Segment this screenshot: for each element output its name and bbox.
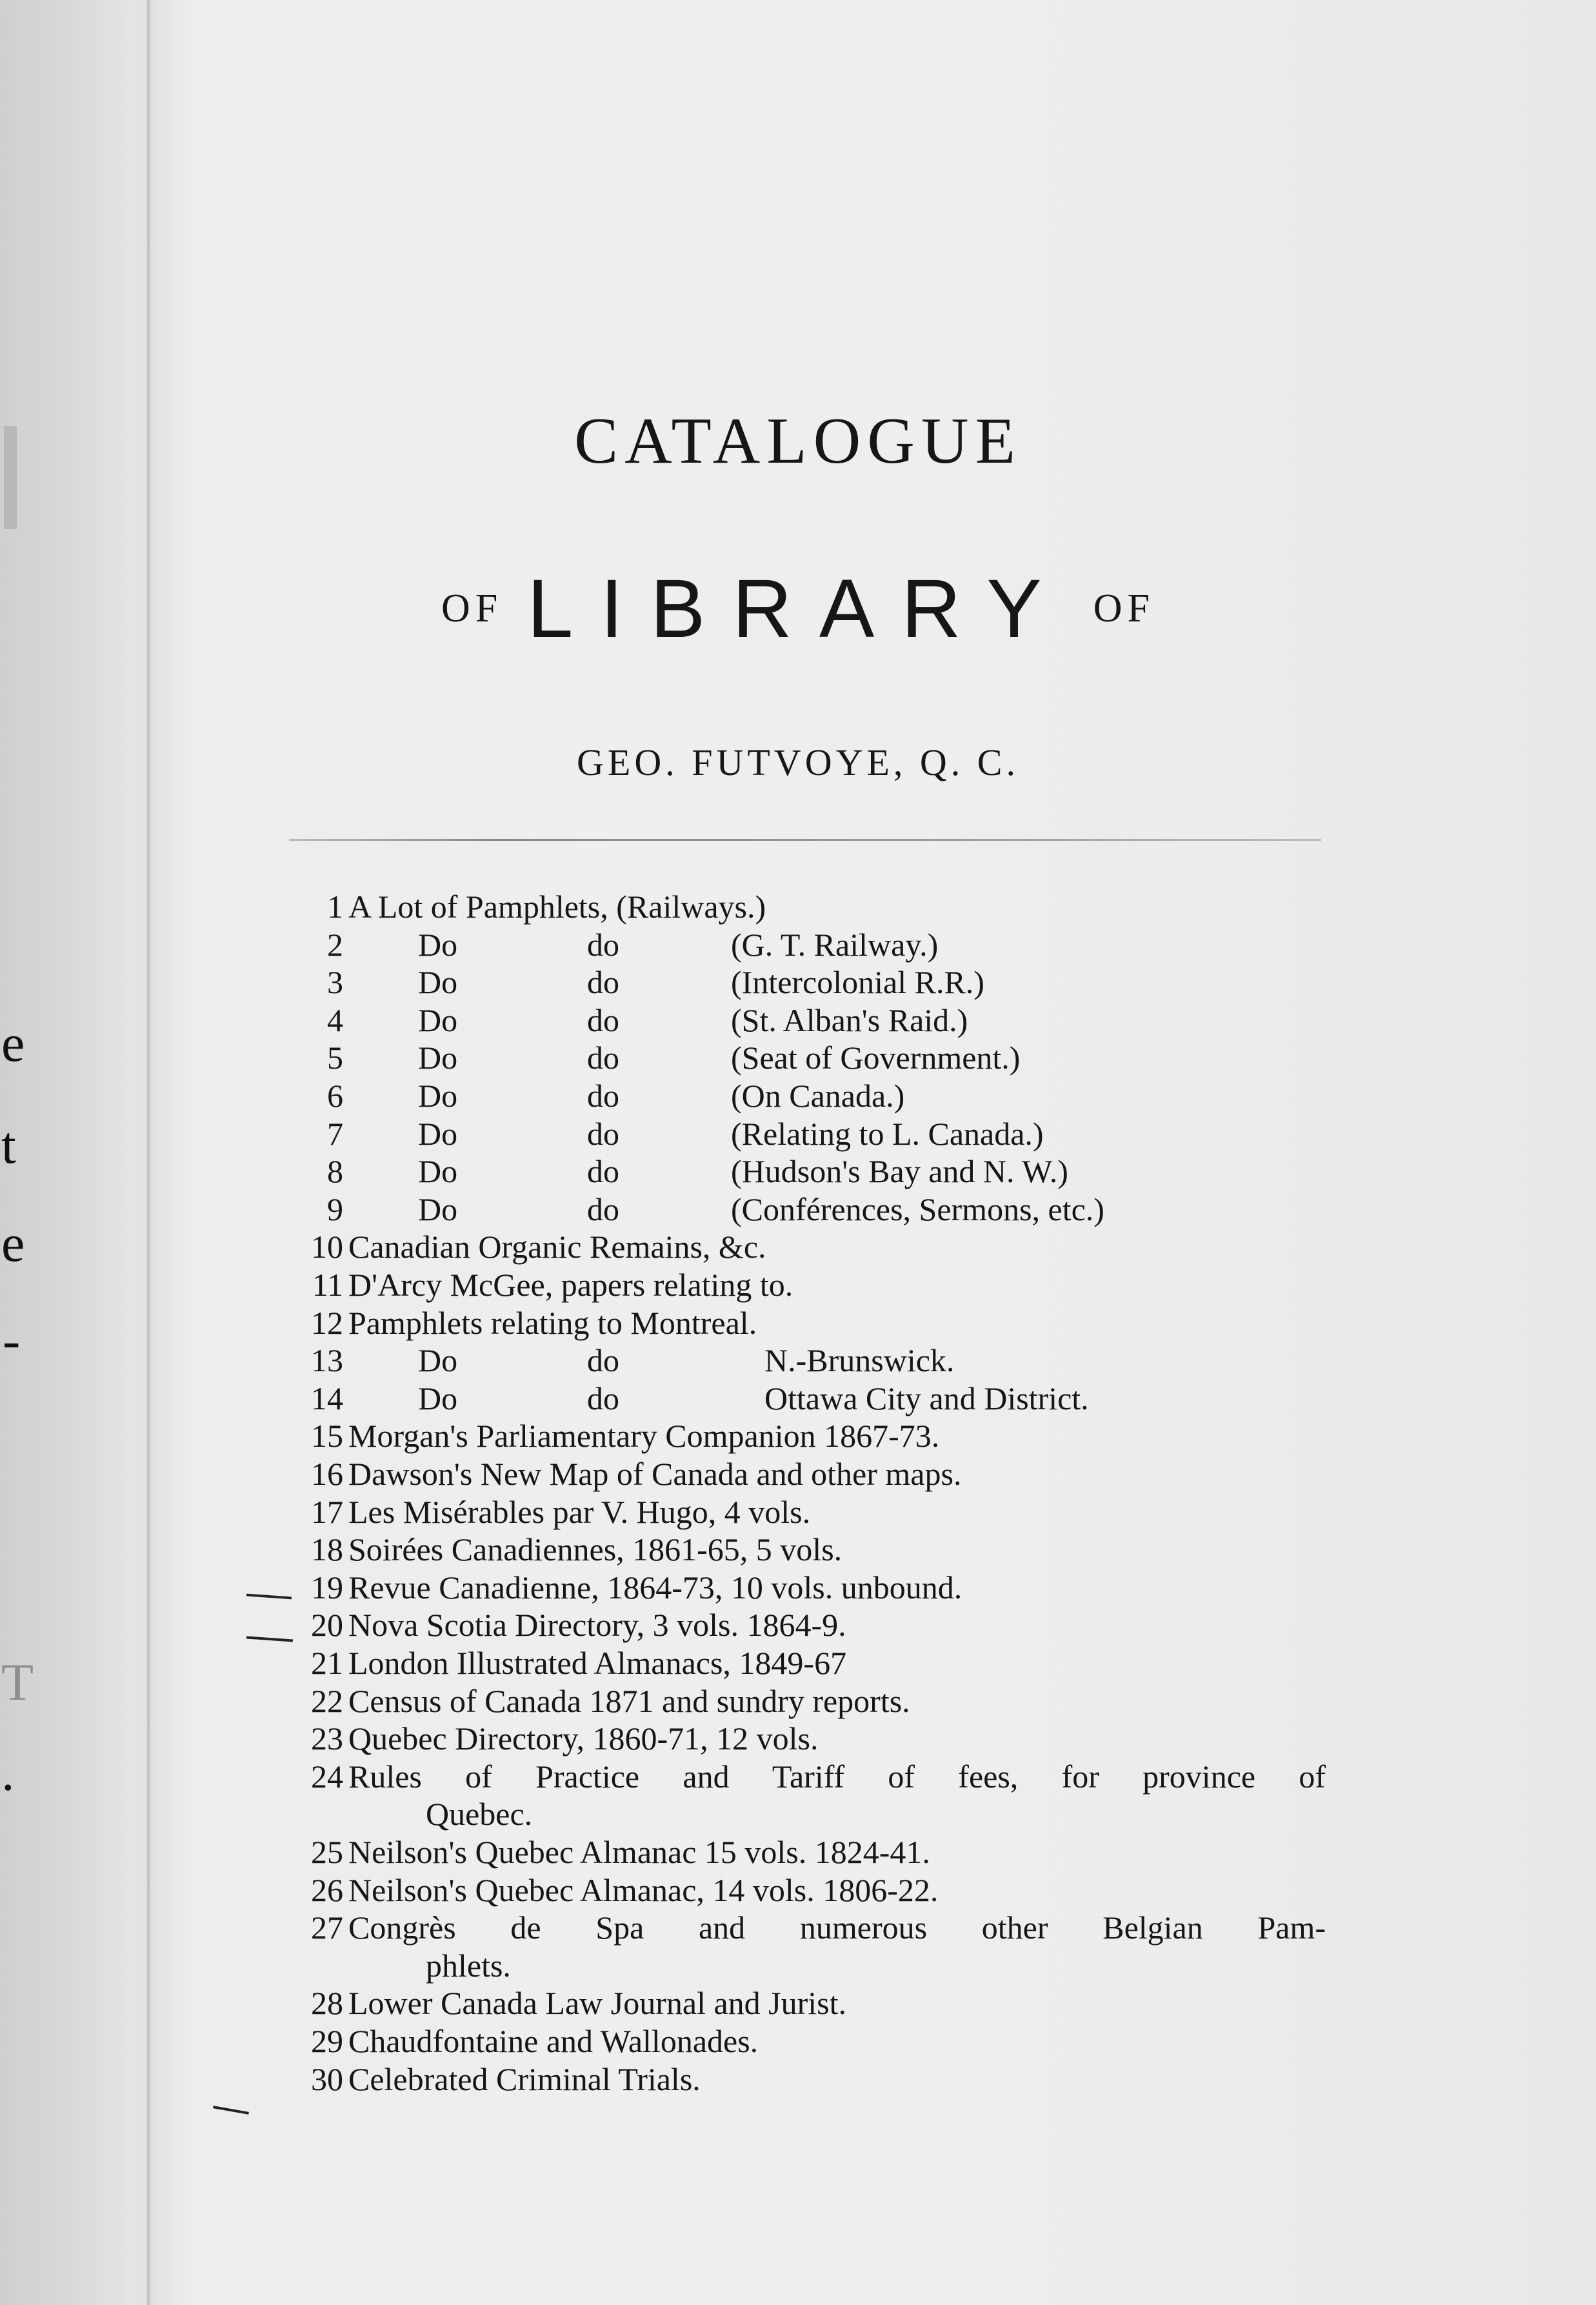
- entry-ditto: do: [587, 964, 619, 1000]
- entry-title: (St. Alban's Raid.): [731, 1002, 968, 1038]
- subtitle-of-right: OF: [1093, 587, 1155, 630]
- entry-title: Revue Canadienne, 1864-73, 10 vols. unbound.: [348, 1569, 963, 1605]
- entry-number: 8: [327, 1153, 343, 1189]
- entry-title: Chaudfontaine and Wallonades.: [348, 2023, 759, 2059]
- entry-title: (Conférences, Sermons, etc.): [731, 1191, 1104, 1227]
- entry-title: (Hudson's Bay and N. W.): [731, 1153, 1068, 1189]
- entry-number: 28: [311, 1985, 343, 2021]
- catalogue-entry: [0, 1112, 1596, 1155]
- entry-ditto: do: [587, 1342, 619, 1378]
- entry-number: 16: [311, 1456, 343, 1492]
- entry-title: Neilson's Quebec Almanac, 14 vols. 1806-22.: [348, 1872, 939, 1908]
- entry-title: London Illustrated Almanacs, 1849-67: [348, 1645, 847, 1681]
- catalogue-entry: [0, 1036, 1596, 1079]
- entry-ditto: do: [587, 1191, 619, 1227]
- entry-number: 12: [311, 1305, 343, 1341]
- entry-title: Morgan's Parliamentary Companion 1867-73.: [348, 1418, 940, 1454]
- owner-name: GEO. FUTVOYE, Q. C.: [577, 741, 1019, 783]
- entry-title: Neilson's Quebec Almanac 15 vols. 1824-41.: [348, 1834, 930, 1870]
- entry-title: Canadian Organic Remains, &c.: [348, 1229, 766, 1265]
- entry-title: Pamphlets relating to Montreal.: [348, 1305, 757, 1341]
- entry-title: Celebrated Criminal Trials.: [348, 2061, 701, 2097]
- catalogue-entry: [0, 1831, 1596, 1873]
- entry-title: D'Arcy McGee, papers relating to.: [348, 1267, 793, 1303]
- left-page-fragment: .: [1, 1743, 15, 1802]
- entry-number: 23: [311, 1720, 343, 1756]
- entry-number: 7: [327, 1116, 343, 1152]
- entry-number: 3: [327, 964, 343, 1000]
- entry-number: 1: [327, 889, 343, 925]
- catalogue-entry: [0, 1150, 1596, 1193]
- entry-ditto: Do: [418, 1380, 458, 1416]
- entry-title: Nova Scotia Directory, 3 vols. 1864-9.: [348, 1607, 846, 1643]
- catalogue-entry: [0, 923, 1596, 966]
- catalogue-entry: [0, 1982, 1596, 2024]
- catalogue-entry: [0, 999, 1596, 1042]
- left-page-fragment: T: [1, 1653, 34, 1711]
- catalogue-entry: [0, 1188, 1596, 1231]
- entry-title: Quebec Directory, 1860-71, 12 vols.: [348, 1720, 819, 1756]
- entry-number: 30: [311, 2061, 343, 2097]
- entry-number: 18: [311, 1531, 343, 1567]
- catalogue-entry: [0, 2020, 1596, 2062]
- entry-ditto: Do: [418, 1040, 458, 1076]
- entry-ditto: do: [587, 927, 619, 963]
- catalogue-entry: [0, 1717, 1596, 1760]
- entry-number: 2: [327, 927, 343, 963]
- entry-title: Congrès de Spa and numerous other Belgian Pam-: [348, 1909, 1326, 1946]
- entry-number: 10: [311, 1229, 343, 1265]
- entry-title: (On Canada.): [731, 1078, 905, 1114]
- catalogue-entry: [0, 1604, 1596, 1646]
- entry-number: 27: [311, 1909, 343, 1946]
- catalogue-entry: [0, 1566, 1596, 1609]
- entry-ditto: Do: [418, 1153, 458, 1189]
- entry-ditto: Do: [418, 964, 458, 1000]
- entry-title: (Intercolonial R.R.): [731, 964, 984, 1000]
- entry-title: A Lot of Pamphlets, (Railways.): [348, 889, 766, 925]
- entry-ditto: do: [587, 1116, 619, 1152]
- catalogue-entry: [0, 961, 1596, 1003]
- catalogue-entry: [0, 1869, 1596, 1911]
- entry-ditto: do: [587, 1153, 619, 1189]
- entry-number: 29: [311, 2023, 343, 2059]
- entry-ditto: Do: [418, 1191, 458, 1227]
- entry-title: Les Misérables par V. Hugo, 4 vols.: [348, 1494, 811, 1530]
- entry-number: 22: [311, 1683, 343, 1719]
- entry-number: 26: [311, 1872, 343, 1908]
- entry-number: 11: [312, 1267, 343, 1303]
- catalogue-entry: [0, 1491, 1596, 1533]
- subtitle-library: LIBRARY: [527, 563, 1069, 655]
- entry-ditto: Do: [418, 1002, 458, 1038]
- entry-number: 21: [311, 1645, 343, 1681]
- entry-ditto: Do: [418, 1116, 458, 1152]
- catalogue-entry: [0, 1263, 1596, 1306]
- entry-title: N.-Brunswick.: [764, 1342, 955, 1378]
- catalogue-entry: [0, 1453, 1596, 1495]
- entry-number: 13: [311, 1342, 343, 1378]
- entry-ditto: Do: [418, 1342, 458, 1378]
- entry-number: 14: [311, 1380, 343, 1416]
- subtitle-of-left: OF: [441, 587, 503, 630]
- entry-title: Census of Canada 1871 and sundry reports.: [348, 1683, 910, 1719]
- catalogue-entry: [0, 1642, 1596, 1684]
- left-page-fragment: -: [3, 1311, 21, 1369]
- entry-title: (G. T. Railway.): [731, 927, 939, 963]
- entry-number: 24: [311, 1758, 343, 1795]
- entry-ditto: Do: [418, 927, 458, 963]
- entry-number: 19: [311, 1569, 343, 1605]
- catalogue-entry: [0, 2058, 1596, 2100]
- entry-title: Rules of Practice and Tariff of fees, for province of: [348, 1758, 1326, 1795]
- left-page-fragment: e: [1, 1014, 25, 1072]
- entry-number: 25: [311, 1834, 343, 1870]
- catalogue-entry: [0, 885, 1596, 928]
- entry-title: Lower Canada Law Journal and Jurist.: [348, 1985, 846, 2021]
- entry-number: 9: [327, 1191, 343, 1227]
- catalogue-entry: [0, 1528, 1596, 1571]
- entry-title: Dawson's New Map of Canada and other maps.: [348, 1456, 962, 1492]
- entry-continuation: phlets.: [426, 1948, 511, 1984]
- entry-number: 4: [327, 1002, 343, 1038]
- entry-continuation: Quebec.: [426, 1796, 533, 1832]
- entry-number: 6: [327, 1078, 343, 1114]
- entry-title: Soirées Canadiennes, 1861-65, 5 vols.: [348, 1531, 843, 1567]
- page-title: CATALOGUE: [574, 405, 1022, 478]
- entry-number: 5: [327, 1040, 343, 1076]
- catalogue-entry: [0, 1755, 1596, 1798]
- catalogue-entry: [0, 1225, 1596, 1268]
- catalogue-entry: [0, 1302, 1596, 1344]
- entry-title: (Relating to L. Canada.): [731, 1116, 1044, 1152]
- catalogue-entry: [0, 1339, 1596, 1382]
- catalogue-entry: [0, 1906, 1596, 1949]
- entry-ditto: Do: [418, 1078, 458, 1114]
- left-page-fragment: e: [1, 1214, 25, 1273]
- catalogue-entry: [0, 1377, 1596, 1420]
- entry-title: (Seat of Government.): [731, 1040, 1021, 1076]
- catalogue-entry: [0, 1074, 1596, 1117]
- catalogue-entry: [0, 1414, 1596, 1457]
- entry-ditto: do: [587, 1040, 619, 1076]
- entry-ditto: do: [587, 1380, 619, 1416]
- catalogue-entry: [0, 1680, 1596, 1722]
- entry-ditto: do: [587, 1078, 619, 1114]
- left-page-fragment: t: [1, 1116, 16, 1174]
- entry-ditto: do: [587, 1002, 619, 1038]
- entry-number: 17: [311, 1494, 343, 1530]
- entry-number: 15: [311, 1418, 343, 1454]
- entry-number: 20: [311, 1607, 343, 1643]
- entry-title: Ottawa City and District.: [764, 1380, 1089, 1416]
